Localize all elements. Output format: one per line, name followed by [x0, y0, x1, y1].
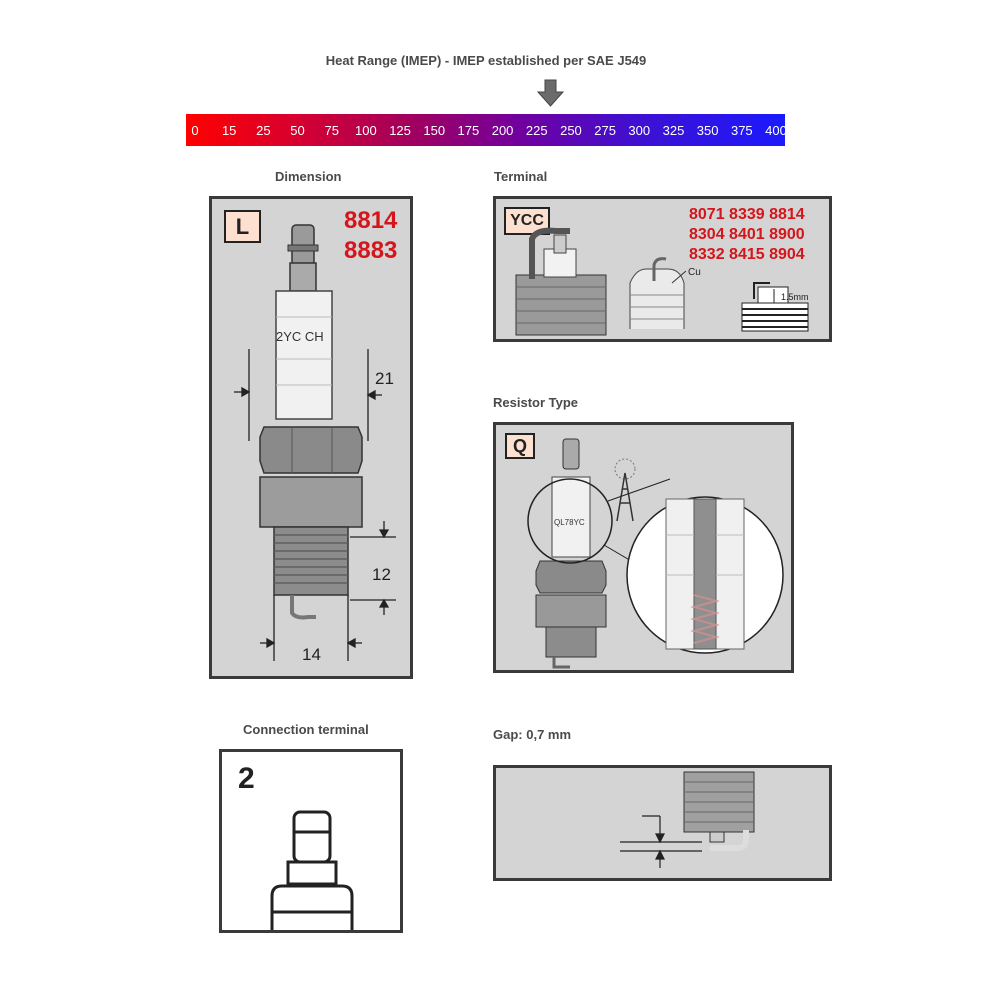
terminal-code-badge: YCC	[504, 207, 550, 235]
heat-range-value: 300	[628, 123, 651, 138]
heat-range-value: 125	[389, 123, 411, 138]
heat-range-value: 25	[256, 123, 271, 138]
dimension-part-number: 8814	[344, 207, 398, 234]
gap-panel	[493, 765, 832, 881]
resistor-panel	[493, 422, 794, 673]
arrow-down-icon	[0, 0, 1000, 110]
resistor-heading: Resistor Type	[493, 395, 579, 410]
heat-range-value: 100	[355, 123, 377, 138]
connection-terminal-drawing	[222, 752, 403, 933]
gap-heading: Gap: 0,7 mm	[493, 727, 572, 742]
heat-range-value: 75	[324, 123, 339, 138]
terminal-panel	[493, 196, 832, 342]
heat-range-value: 225	[525, 123, 548, 138]
heat-range-value: 150	[423, 123, 446, 138]
dimension-heading: Dimension	[275, 169, 342, 184]
heat-range-value: 0	[191, 123, 199, 138]
resistor-code-badge: Q	[505, 433, 535, 459]
heat-range-value: 250	[560, 123, 582, 138]
heat-range-value: 325	[662, 123, 685, 138]
connection-code-label: 2	[238, 762, 255, 795]
resistor-insulator-text: QL78YC	[554, 518, 585, 527]
gap-size-label: 1.5mm	[781, 292, 809, 302]
terminal-part-numbers-row: 8304 8401 8900	[689, 226, 805, 243]
reach-dimension-label: 12	[372, 565, 391, 584]
heat-range-title: Heat Range (IMEP) - IMEP established per SAE J549	[325, 53, 647, 68]
heat-range-value: 200	[491, 123, 514, 138]
terminal-heading: Terminal	[494, 169, 548, 184]
dimension-code-badge: L	[224, 210, 261, 243]
heat-range-value: 175	[457, 123, 480, 138]
heat-range-value: 400	[765, 123, 787, 138]
heat-range-value: 50	[290, 123, 305, 138]
radio-antenna-icon	[615, 459, 635, 521]
thread-dimension-label: 14	[302, 645, 321, 664]
terminal-part-numbers-row: 8071 8339 8814	[689, 206, 805, 223]
insulator-text: 2YC CH	[276, 329, 324, 344]
resistor-plug-drawing	[496, 425, 794, 673]
hex-dimension-label: 21	[375, 369, 394, 388]
connection-heading: Connection terminal	[243, 722, 369, 737]
heat-range-value: 275	[594, 123, 616, 138]
heat-range-value: 15	[221, 123, 237, 138]
heat-range-value: 350	[696, 123, 719, 138]
heat-range-value: 375	[730, 123, 753, 138]
spark-plug-dimension-drawing	[212, 199, 413, 679]
gap-electrode-drawing	[496, 768, 832, 881]
copper-core-label: Cu	[688, 267, 701, 278]
dimension-panel	[209, 196, 413, 679]
dimension-part-number: 8883	[344, 237, 398, 264]
connection-panel	[219, 749, 403, 933]
heat-range-scale	[186, 114, 785, 146]
terminal-electrode-drawings	[496, 199, 832, 342]
terminal-part-numbers-row: 8332 8415 8904	[689, 246, 805, 263]
